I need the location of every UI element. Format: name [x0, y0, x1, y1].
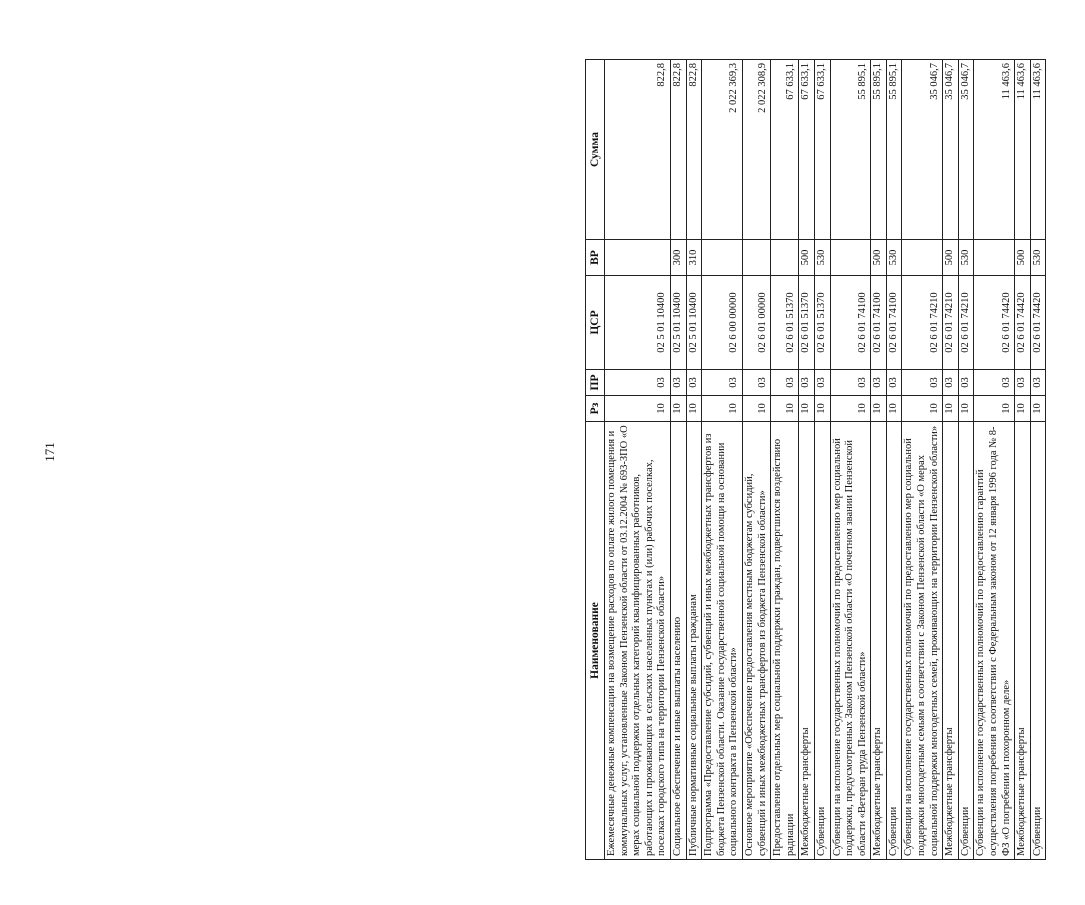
- cell-pr: 03: [814, 370, 830, 396]
- header-rz: Рз: [586, 396, 605, 422]
- cell-name: Субвенции: [886, 422, 902, 860]
- cell-rz: 10: [742, 396, 770, 422]
- cell-sum: 11 463,6: [1030, 60, 1046, 240]
- cell-vr: 500: [799, 240, 815, 276]
- cell-sum: 55 895,1: [886, 60, 902, 240]
- cell-pr: 03: [958, 370, 974, 396]
- cell-rz: 10: [686, 396, 702, 422]
- cell-pr: 03: [686, 370, 702, 396]
- cell-csr: 02 5 01 10400: [605, 276, 671, 370]
- table-row: [1030, 60, 1046, 860]
- cell-csr: 02 5 01 10400: [686, 276, 702, 370]
- cell-vr: 310: [686, 240, 702, 276]
- cell-vr: 500: [943, 240, 959, 276]
- cell-vr: 530: [1030, 240, 1046, 276]
- cell-vr: [771, 240, 799, 276]
- cell-vr: [605, 240, 671, 276]
- cell-pr: 03: [974, 370, 1015, 396]
- cell-sum: 35 046,7: [943, 60, 959, 240]
- budget-table: [585, 59, 1046, 860]
- cell-csr: 02 6 01 51370: [799, 276, 815, 370]
- table-row: [902, 60, 943, 860]
- cell-pr: 03: [943, 370, 959, 396]
- cell-pr: 03: [886, 370, 902, 396]
- cell-vr: [742, 240, 770, 276]
- cell-rz: 10: [974, 396, 1015, 422]
- table-row: [605, 60, 671, 860]
- table-row: [799, 60, 815, 860]
- cell-csr: 02 6 01 74100: [830, 276, 871, 370]
- cell-csr: 02 6 01 74100: [871, 276, 887, 370]
- table-row: [670, 60, 686, 860]
- cell-sum: 67 633,1: [814, 60, 830, 240]
- cell-sum: 35 046,7: [958, 60, 974, 240]
- cell-csr: 02 6 01 51370: [814, 276, 830, 370]
- cell-sum: 55 895,1: [830, 60, 871, 240]
- table-row: [871, 60, 887, 860]
- header-pr: ПР: [586, 370, 605, 396]
- cell-csr: 02 6 00 00000: [702, 276, 743, 370]
- cell-pr: 03: [799, 370, 815, 396]
- cell-rz: 10: [799, 396, 815, 422]
- cell-rz: 10: [605, 396, 671, 422]
- table-row: [702, 60, 743, 860]
- cell-csr: 02 6 01 74100: [886, 276, 902, 370]
- cell-pr: 03: [1030, 370, 1046, 396]
- cell-csr: 02 5 01 10400: [670, 276, 686, 370]
- cell-vr: 300: [670, 240, 686, 276]
- cell-csr: 02 6 01 74420: [1015, 276, 1031, 370]
- cell-sum: 2 022 369,3: [702, 60, 743, 240]
- table-row: [830, 60, 871, 860]
- table-row: [1015, 60, 1031, 860]
- cell-name: Субвенции на исполнение государственных полномочий по предоставлению гарантий осуществления погребения в соответствии с Федеральным законом от 12 января 1996 года № 8-ФЗ «О погребении и похоронном деле»: [974, 422, 1015, 860]
- cell-name: Предоставление отдельных мер социальной поддержки граждан, подвергшихся воздействию радиации: [771, 422, 799, 860]
- cell-pr: 03: [742, 370, 770, 396]
- cell-vr: 500: [871, 240, 887, 276]
- table-row: [686, 60, 702, 860]
- cell-vr: 530: [886, 240, 902, 276]
- cell-sum: 67 633,1: [799, 60, 815, 240]
- table-header-row: [586, 60, 605, 860]
- cell-sum: 822,8: [670, 60, 686, 240]
- header-vr: ВР: [586, 240, 605, 276]
- cell-sum: 35 046,7: [902, 60, 943, 240]
- cell-rz: 10: [871, 396, 887, 422]
- header-sum: Сумма: [586, 60, 605, 240]
- cell-name: Субвенции на исполнение государственных полномочий по предоставлению мер социальной поддержки, предусмотренных Законом Пензенской области «О почетном звании Пензенской области «Ветеран труда Пензенской области»: [830, 422, 871, 860]
- cell-rz: 10: [1015, 396, 1031, 422]
- cell-name: Публичные нормативные социальные выплаты гражданам: [686, 422, 702, 860]
- header-csr: ЦСР: [586, 276, 605, 370]
- cell-pr: 03: [830, 370, 871, 396]
- table-row: [814, 60, 830, 860]
- cell-csr: 02 6 01 74210: [943, 276, 959, 370]
- cell-pr: 03: [871, 370, 887, 396]
- cell-sum: 822,8: [686, 60, 702, 240]
- cell-sum: 11 463,6: [974, 60, 1015, 240]
- cell-pr: 03: [902, 370, 943, 396]
- table-body: [605, 60, 1046, 860]
- cell-name: Межбюджетные трансферты: [799, 422, 815, 860]
- cell-name: Социальное обеспечение и иные выплаты населению: [670, 422, 686, 860]
- cell-csr: 02 6 01 74210: [902, 276, 943, 370]
- cell-sum: 67 633,1: [771, 60, 799, 240]
- cell-rz: 10: [958, 396, 974, 422]
- rotated-page: [585, 60, 1085, 860]
- cell-name: Межбюджетные трансферты: [871, 422, 887, 860]
- cell-csr: 02 6 01 74210: [958, 276, 974, 370]
- cell-rz: 10: [902, 396, 943, 422]
- cell-pr: 03: [670, 370, 686, 396]
- cell-vr: [974, 240, 1015, 276]
- cell-vr: 530: [814, 240, 830, 276]
- cell-csr: 02 6 01 74420: [974, 276, 1015, 370]
- cell-name: Субвенции: [1030, 422, 1046, 860]
- cell-pr: 03: [1015, 370, 1031, 396]
- cell-sum: 2 022 308,9: [742, 60, 770, 240]
- cell-name: Межбюджетные трансферты: [943, 422, 959, 860]
- cell-vr: 500: [1015, 240, 1031, 276]
- cell-name: Субвенции: [814, 422, 830, 860]
- cell-rz: 10: [771, 396, 799, 422]
- cell-rz: 10: [830, 396, 871, 422]
- cell-rz: 10: [943, 396, 959, 422]
- cell-name: Субвенции: [958, 422, 974, 860]
- cell-vr: [902, 240, 943, 276]
- cell-sum: 11 463,6: [1015, 60, 1031, 240]
- cell-name: Субвенции на исполнение государственных полномочий по предоставлению мер социальной поддержки многодетным семьям в соответствии с Законом Пензенской области «О мерах социальной поддержки многодетных семей, проживающих на территории Пензенской области»: [902, 422, 943, 860]
- cell-name: Межбюджетные трансферты: [1015, 422, 1031, 860]
- cell-rz: 10: [1030, 396, 1046, 422]
- cell-rz: 10: [886, 396, 902, 422]
- cell-sum: 822,8: [605, 60, 671, 240]
- cell-rz: 10: [814, 396, 830, 422]
- cell-pr: 03: [702, 370, 743, 396]
- header-name: Наименование: [586, 422, 605, 860]
- cell-rz: 10: [702, 396, 743, 422]
- page-number: 171: [41, 442, 57, 462]
- cell-pr: 03: [771, 370, 799, 396]
- cell-name: Основное мероприятие «Обеспечение предоставления местным бюджетам субсидий, субвенций и иных межбюджетных трансфертов из бюджета Пензенской области»: [742, 422, 770, 860]
- cell-vr: [702, 240, 743, 276]
- table-row: [974, 60, 1015, 860]
- table-row: [742, 60, 770, 860]
- cell-vr: 530: [958, 240, 974, 276]
- cell-csr: 02 6 01 51370: [771, 276, 799, 370]
- cell-sum: 55 895,1: [871, 60, 887, 240]
- cell-name: Ежемесячные денежные компенсации на возмещение расходов по оплате жилого помещения и коммунальных услуг, установленные Законом Пензенской области от 03.12.2004 № 693-ЗПО «О мерах социальной поддержки отдельных категорий квалифицированных работников, работающих и проживающих в сельских населенных пунктах и (или) рабочих поселках, поселках городского типа на территории Пензенской области»: [605, 422, 671, 860]
- cell-pr: 03: [605, 370, 671, 396]
- cell-rz: 10: [670, 396, 686, 422]
- table-row: [943, 60, 959, 860]
- table-row: [958, 60, 974, 860]
- cell-csr: 02 6 01 00000: [742, 276, 770, 370]
- cell-vr: [830, 240, 871, 276]
- cell-csr: 02 6 01 74420: [1030, 276, 1046, 370]
- table-row: [886, 60, 902, 860]
- table-row: [771, 60, 799, 860]
- cell-name: Подпрограмма «Предоставление субсидий, субвенций и иных межбюджетных трансфертов из бюджета Пензенской области. Оказание государственной социальной помощи на основании социального контракта в Пензенской области»: [702, 422, 743, 860]
